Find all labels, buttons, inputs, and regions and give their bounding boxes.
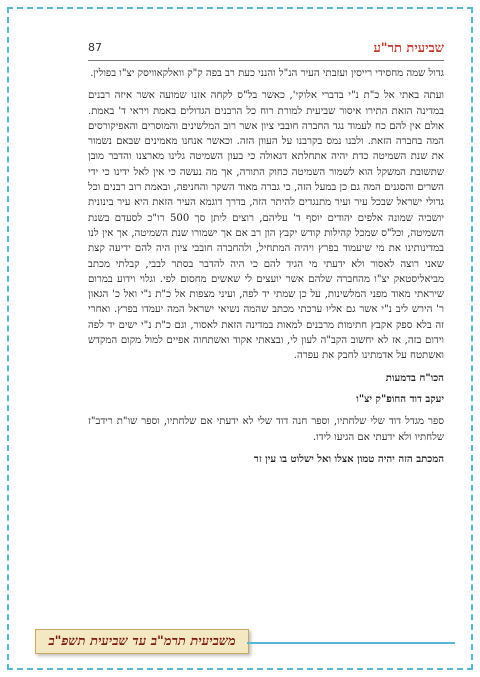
postscript: ספר מגדל דוד שלי שלחתיו, וספר חנה דוד שלי לא ידעתי אם שלחתיו, וספר שו"ת רידב"ז שלחתיו ולא ידעתי אם הגיעו לידו. — [88, 416, 444, 443]
paragraph-intro: גדול שמה מחסידי רייסין ועזבתי העיר הנ"ל והנני כעת רב בפה ק"ק וואלקאוויסק יצ"ו בפולין. — [90, 68, 444, 79]
letter-body — [88, 66, 444, 474]
signature: יעקב דוד החופ"ק יצ"ו — [356, 393, 444, 405]
banner-title: משביעית תרמ"ב עד שביעית תשפ"ב — [48, 634, 236, 649]
page-header — [88, 38, 444, 61]
confidential-note: המכתב הזה יהיה טמון אצלו ואל ישלוט בו עין זר — [253, 453, 444, 465]
banner-rule — [247, 642, 455, 644]
running-head: שביעית תר"ע — [373, 41, 444, 56]
page-number: 87 — [88, 41, 102, 54]
book-title-banner — [35, 629, 249, 654]
closing-line: הכו"ח בדמעות — [385, 372, 444, 384]
paragraph-main: ועתה באתי אל כ"ת נ"י בדברי אלוקי', כאשר בל"ס לקחה אזנו שמועה אשר איזה רבנים במדינה הזאת התירו איסור שביעית למורת רוח כל הרבנים הגדולים באמת ויראי ד' באמת. אולם אין להם כח לעמוד נגד החברה חובבי ציון אשר רוב המלשינים והמוסרים והאפיקורסים המה בחברה הזאת. ולבנו נמס בקרבנו על העוון הזה. וכאשר אנחנו מאמינים שבאם נשמור את שנת השמיטה כדת יהיה אתחלתא דגאולה כי בעון השמיטה גלינו מארצנו והדבר מובן שתשובת המשקל הוא לשמור השמיטה כחוק התורה, אך מה נעשה כי אין לאל ידינו כי ידי השרים והסגנים המה גם כן במעל הזה, כי גברה מאוד השקר והחניפה, ובאמת רוב רבנים וכל גדולי ישראל שבכל עיר ועיר מתנגדים להיתר הזה, בדרך דוגמא העיר הזאת היא עיר בינונית יושביה שמונה אלפים יהודים יוסף ד' עליהם, רוצים ליתן סך 500 רו"כ לסעדם בשנת השמיטה, וכל"ס שמכל קהילות קודש יקבץ הון רב אם אך ישמורו שנת השמיטה, אך אין לנו במדינותינו את מי שיעמוד בפרץ ויהיה המתחיל, ולהחברה חובבי ציון היה להם ידיעה קצת שאני רוצה לאסור ולא ידעתי מי הגיד להם כי היה להדבר בסתר לבבי, קבלתי מכתב מביאליסטאק יצ"ו מהחברה שלהם אשר יועצים לי שאשים מחסום לפי. וגלוי וידוע במרום שיראתי מאוד מפני המלשינות, על כן שמתי יד לפה, ועיני מצפות אל כ"ת נ"י ואל כ' הגאון ר' הירש ליב נ"י אשר גם אליו ערכתי מכתב שהמה נשיאי ישראל המה יעמדו בפרץ. ואחרי זה בלא ספק אקבץ חתימות מרבנים למאות במדינה הזאת לאסור, וגם כ"ת נ"י ישים יד לפה וידום בזה, אז לא יחשוב הקב"ה לעון לי, ובצאתי אקוד ואשתחוה אפיים למול מקום המקדש ואשתטח על אדמתינו לחבק את עפרה. — [88, 90, 444, 362]
